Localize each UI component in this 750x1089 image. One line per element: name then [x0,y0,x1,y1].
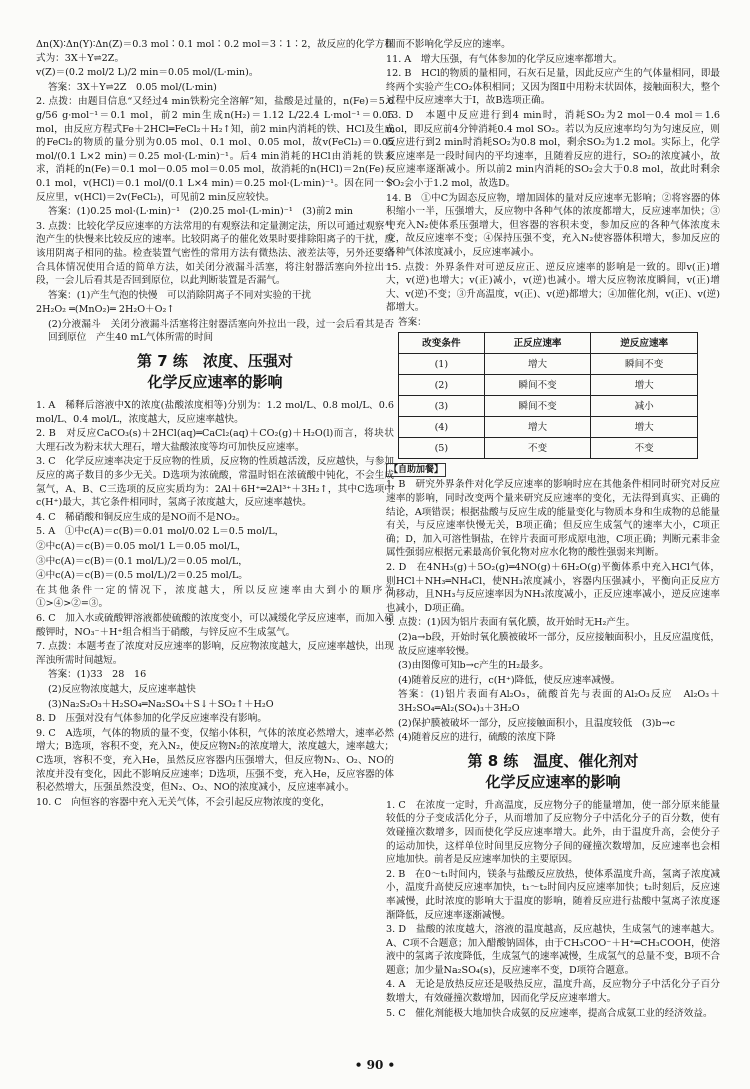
answer-paragraph: 8. D 压强对没有气体参加的化学反应速率没有影响。 [36,713,267,725]
section-7-title-line2: 化学反应速率的影响 [147,373,283,392]
answer-paragraph: 2. B 对反应CaCO₃(s)＋2HCl(aq)═CaCl₂(aq)＋CO₂(g)＋H₂O(l)而言，将块状大理石改为粉末状大理石，增大盐酸浓度等均可加快反应速率。 [36,428,394,453]
section-7-answers [36,399,394,809]
table-cell: 增大 [591,375,698,396]
section-8-answers [386,799,720,1021]
answer-paragraph: 11. A 增大压强，有气体参加的化学反应速率都增大。 [386,53,623,65]
answer-paragraph: 答案：(1)产生气泡的快慢 可以消除阴离子不同对实验的干扰 [48,289,312,301]
answer-paragraph: (3)由图像可知b→c产生的H₂最多。 [398,660,549,672]
table-cell: 增大 [484,417,591,438]
table-cell: 不变 [591,438,698,459]
answer-paragraph: (4)随着反应的进行，c(H⁺)降低，使反应速率减慢。 [398,674,621,686]
answer-paragraph: 1. B 研究外界条件对化学反应速率的影响时应在其他条件相同时研究对反应速率的影响，同时改变两个量来研究反应速率的变化，无法得到真实、正确的结论，A项错误；根据盐酸与反应生成的能量变化与物质本身和生成物的总能量有关，与反应速率快慢无关，B项正确；但反应生成氢气的速率大小，C项正确；D，加入可溶性铜盐，在锌片表面可形成原电池，C项正确；判断元素非金属性强弱应根据元素最高价氧化物对应水化物的酸性强弱来判断。 [386,479,720,559]
answer-paragraph: 1. C 在浓度一定时，升高温度，反应物分子的能量增加，使一部分原来能量较低的分子变成活化分子，从而增加了反应物分子中活化分子的百分数，使有效碰撞次数增多，因而使化学反应速率增大。此外，由于温度升高，会使分子的运动加快，这样单位时间里反应物分子间的碰撞次数增加，反应速率也会相应地加快。前者是反应速率加快的主要原因。 [386,799,720,866]
answer-paragraph: (2)反应物浓度越大，反应速率越快 [48,683,196,695]
table-cell: 增大 [591,417,698,438]
answer-paragraph: 2. B 在0～t₁时间内，镁条与盐酸反应放热，使体系温度升高，氢离子浓度减小，温度升高使反应速率加快，t₁～t₂时间内反应速率加快；t₂时刻后，反应速率减慢，此时浓度的影响大于温度的影响，随着反应进行盐酸中氢离子浓度逐渐降低，反应速率逐渐减慢。 [386,868,720,921]
right-top-block [386,38,720,329]
table-cell: 减小 [591,396,698,417]
answer-paragraph: 12. B HCl的物质的量相同，石灰石足量，因此反应产生的气体量相同，即最终两个实验产生CO₂体积相同；又因为图Ⅱ中用粉末状固体，接触面积大，整个过程中反应速率大于Ⅰ，故B选项正确。 [386,68,720,107]
answer-paragraph: 3. D 盐酸的浓度越大，溶液的温度越高，反应越快，生成氢气的速率越大。A、C项不合题意；加入醋酸钠固体，由于CH₃COO⁻＋H⁺═CH₃COOH，使溶液中的氢离子浓度降低，生成氢气的速率减慢，生成氢气的总量不变，B项不合题意；加少量Na₂SO₄(s)，反应速率不变，D项符合题意。 [386,924,720,976]
answer-paragraph: ④中c(A)＝c(B)＝(0.5 mol/L)/2＝0.25 mol/L。 [36,570,248,582]
section-7-title-line1: 第 7 练 浓度、压强对 [137,352,293,371]
answer-paragraph: 5. C 催化剂能极大地加快合成氨的反应速率，提高合成氨工业的经济效益。 [386,1007,713,1019]
table-cell: (5) [399,438,485,459]
answer-paragraph: 15. 点拨：外界条件对可逆反应正、逆反应速率的影响是一致的。即v(正)增大，v(逆)也增大；v(正)减小，v(逆)也减小。增大反应物浓度瞬间，v(正)增大、v(逆)不变；③升高温度，v(正)、v(逆)都增大；④加催化剂，v(正)、v(逆)都增大。 [386,261,720,314]
answer-paragraph: 3. 点拨：(1)因为铝片表面有氧化膜，故开始时无H₂产生。 [386,617,636,629]
table-cell: 瞬间不变 [484,396,591,417]
answer-paragraph: 6. C 加入水或硫酸钾溶液都使硫酸的浓度变小，可以减缓化学反应速率，而加入硝酸钾时，NO₃⁻＋H⁺组合相当于硝酸，与锌反应不生成氢气。 [36,612,394,638]
table-cell: 增大 [484,354,591,375]
answer-paragraph: 2H₂O₂ ═(MnO₂)═ 2H₂O＋O₂↑ [36,304,175,316]
bonus-label: 【自助加餐】 [386,463,446,477]
left-top-block [36,38,394,345]
answer-paragraph: 9. C A选项，气体的物质的量不变，仅缩小体积，气体的浓度必然增大，速率必然增大；B选项，容积不变，充入N₂，使反应物N₂的浓度增大，浓度越大，速率越大；C选项，容积不变，充入He，虽然反应容器内压强增大，但反应物N₂、O₂、NO的浓度并没有变化，因此不影响反应速率；D选项，压强不变，充入He，反应容器的体积必然增大，压强虽然没变，但N₂、O₂、NO的浓度减小，反应速率减小。 [36,727,394,794]
table-row [399,417,698,438]
table-row [399,375,698,396]
table-cell: (3) [399,396,485,417]
page-number: • 90 • [354,1058,396,1072]
answer-paragraph: 1. A 稀释后溶液中X的浓度(盐酸浓度相等)分别为：1.2 mol/L、0.8 mol/L、0.6 mol/L、0.4 mol/L，浓度越大，反应速率越快。 [36,400,394,425]
answer-paragraph: 13. D 本题中反应进行到4 min时，消耗SO₂为2 mol－0.4 mol＝1.6 mol，即反应前4分钟消耗0.4 mol SO₂。若以为反应速率均匀为匀速反应，则反应进行到2 min时消耗SO₂为0.8 mol，剩余SO₂为1.2 mol。实际上，化学反应速率是一段时间内的平均速率，且随着反应的进行，SO₂的浓度减小，故反应速率逐渐减小。所以前2 min内消耗的SO₂会大于0.8 mol，故此时剩余SO₂会小于1.2 mol，故选D。 [386,109,720,189]
section-8-title [386,751,720,793]
answer-paragraph: 答案：(1)33 28 16 [48,669,147,681]
table-cell: 不变 [484,438,591,459]
answer-paragraph: 2. D 在4NH₃(g)＋5O₂(g)═4NO(g)＋6H₂O(g)平衡体系中充入HCl气体，则HCl＋NH₃═NH₄Cl，使NH₃浓度减小，容器内压强减小，平衡向正反应方向移动，且NH₃与反应速率因为NH₃浓度减小，正反应速率减小，逆反应速率也减小，D项正确。 [386,562,720,614]
answer-paragraph: 3. 点拨：比较化学反应速率的方法常用的有观察法和定量测定法，所以可通过观察气泡产生的快慢来比较反应的速率。比较阴离子的催化效果时要排除阳离子的干扰，应该用阴离子相同的盐。检查装置气密性的常用方法有微热法、液差法等，另外还要结合具体情况使用合适的简单方法，如关闭分液漏斗活塞，将注射器活塞向外拉出一段，一会儿后看其是否回到原位，以此判断装置是否漏气。 [36,220,394,287]
answer-paragraph: 答案：(1)铝片表面有Al₂O₃，硫酸首先与表面的Al₂O₃反应 Al₂O₃＋3H₂SO₄═Al₂(SO₄)₃＋3H₂O [398,689,720,714]
answer-paragraph: 4. C 稀硝酸和铜反应生成的是NO而不是NO₂。 [36,511,246,523]
table-header-cell: 逆反应速率 [591,333,698,354]
table-cell: 瞬间不变 [484,375,591,396]
bonus-answers [386,478,720,744]
right-column [386,38,720,1021]
answer-paragraph: 4. A 无论是放热反应还是吸热反应，温度升高，反应物分子中活化分子百分数增大，有效碰撞次数增加，因而化学反应速率增大。 [386,979,720,1005]
answer-paragraph: (2)保护膜被破坏一部分，反应接触面积小，且温度较低 (3)b→c [398,717,675,729]
answer-paragraph: 10. C 向恒容的容器中充入无关气体，不会引起反应物浓度的变化， [36,796,331,808]
answer-table-body [399,354,698,459]
answer-paragraph: 答案： [398,316,427,328]
table-cell: (4) [399,417,485,438]
answer-paragraph: ③中c(A)＝c(B)＝(0.1 mol/L)/2＝0.05 mol/L， [36,555,248,567]
answer-paragraph: 14. B ①中C为固态反应物，增加固体的量对反应速率无影响；②将容器的体积缩小一半，压强增大，反应物中各种气体的浓度都增大，反应速率加快；③中充入N₂使体系压强增大，但容器的容积未变，参加反应的各种气体浓度未变，故反应速率不变；④保持压强不变，充入N₂使容器体积增大，参加反应的各种气体浓度减小，反应速率减小。 [386,192,720,258]
table-cell: (2) [399,375,485,396]
left-column [36,38,394,810]
table-row [399,354,698,375]
answer-table [398,332,698,459]
answer-paragraph: 答案：3X＋Y⇌2Z 0.05 mol/(L·min) [48,81,217,93]
answer-paragraph: 7. 点拨：本题考查了浓度对反应速率的影响，反应物浓度越大，反应速率越快，出现浑浊所需时间越短。 [36,641,394,666]
answer-paragraph: (3)Na₂S₂O₃＋H₂SO₄═Na₂SO₄＋S↓＋SO₂↑＋H₂O [48,698,274,710]
answer-paragraph: (2)a→b段，开始时氧化膜被破坏一部分，反应接触面积小，且反应温度低，故反应速率较慢。 [398,632,720,657]
answer-paragraph: v(Z)＝(0.2 mol/2 L)/2 min＝0.05 mol/(L·min)。 [36,67,259,79]
answer-paragraph: 5. A ①中c(A)＝c(B)＝0.01 mol/0.02 L＝0.5 mol/L， [36,526,285,538]
answer-paragraph: 3. C 化学反应速率决定于反应物的性质，反应物的性质越活泼，反应越快，与参加反应的离子数目的多少无关。D选项为浓硫酸，常温时铝在浓硫酸中钝化，不会生成氢气，A、B、C三选项的反应实质均为：2Al＋6H⁺═2Al³⁺＋3H₂↑，其中C选项中c(H⁺)最大，其它条件相同时，氢离子浓度越大，反应速率越快。 [36,456,394,509]
answer-paragraph: 2. 点拨：由题目信息“又经过4 min铁粉完全溶解”知，盐酸是过量的，n(Fe)＝5.6 g/56 g·mol⁻¹＝0.1 mol，前2 min生成n(H₂)＝1.12 L/22.4 L·mol⁻¹＝0.05 mol，由反应方程式Fe＋2HCl═FeCl₂＋H₂↑知，前2 min内消耗的铁、HCl及生成的FeCl₂的物质的量分别为0.05 mol、0.1 mol、0.05 mol，故v(FeCl₂)＝0.05 mol/(0.1 L×2 min)＝0.25 mol·(L·min)⁻¹。后4 min消耗的HCl由消耗的铁来求，消耗的n(Fe)＝0.1 mol－0.05 mol＝0.05 mol，故消耗的n(HCl)＝2n(Fe)＝0.1 mol，v(HCl)＝0.1 mol/(0.1 L×4 min)＝0.25 mol·(L·min)⁻¹。因在同一个反应里，v(HCl)＝2v(FeCl₂)，可见前2 min反应较快。 [36,96,394,203]
answer-paragraph: 因而不影响化学反应的速率。 [386,39,511,50]
table-header-cell: 正反应速率 [484,333,591,354]
answer-paragraph: (4)随着反应的进行，硫酸的浓度下降 [398,732,556,744]
answer-paragraph: 在其他条件一定的情况下，浓度越大，所以反应速率由大到小的顺序为①>④>②=③。 [36,584,394,610]
section-7-title [36,351,394,393]
answer-paragraph: (2)分液漏斗 关闭分液漏斗活塞将注射器活塞向外拉出一段，过一会后看其是否回到原位 产生40 mL气体所需的时间 [48,318,394,344]
answer-table-header [399,333,698,354]
answer-paragraph: 答案：(1)0.25 mol·(L·min)⁻¹ (2)0.25 mol·(L·min)⁻¹ (3)前2 min [48,206,353,218]
section-8-title-line2: 化学反应速率的影响 [485,772,621,791]
section-8-title-line1: 第 8 练 温度、催化剂对 [467,751,639,770]
table-row [399,438,698,459]
answer-paragraph: Δn(X)∶Δn(Y)∶Δn(Z)＝0.3 mol∶0.1 mol∶0.2 mol＝3∶1∶2，故反应的化学方程式为：3X＋Y⇌2Z。 [36,39,394,64]
table-cell: 瞬间不变 [591,354,698,375]
table-row [399,396,698,417]
answer-paragraph: ②中c(A)＝c(B)＝0.05 mol/1 L＝0.05 mol/L， [36,541,247,552]
table-cell: (1) [399,354,485,375]
table-header-cell: 改变条件 [399,333,485,354]
